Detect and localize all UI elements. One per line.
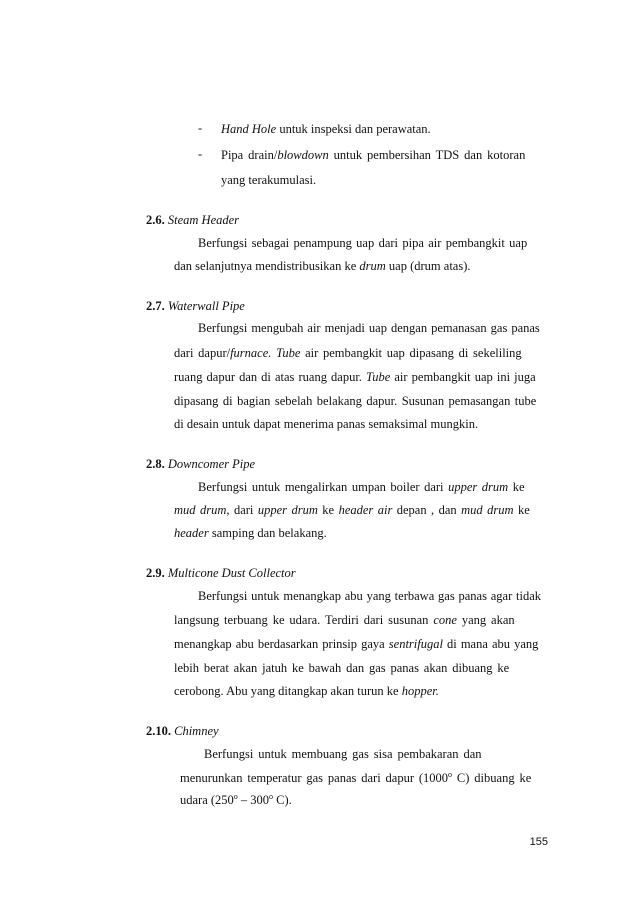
text-run: Berfungsi untuk membuang gas sisa pembakaran dan bbox=[204, 747, 482, 761]
italic-term: upper drum bbox=[448, 480, 509, 494]
bullet-dash: - bbox=[198, 121, 203, 135]
paragraph-line bbox=[174, 416, 478, 432]
italic-term: cone bbox=[433, 613, 457, 627]
paragraph-line bbox=[174, 369, 547, 385]
paragraph-line bbox=[198, 479, 547, 495]
italic-term: blowdown bbox=[277, 148, 329, 162]
text-run: lebih berat akan jatuh ke bawah dan gas panas akan dibuang ke bbox=[174, 661, 510, 675]
section-number: 2.7. bbox=[146, 299, 165, 313]
section-title: Steam Header bbox=[167, 213, 240, 227]
text-run: Berfungsi mengubah air menjadi uap dengan pemanasan gas panas bbox=[198, 321, 540, 335]
section-heading bbox=[146, 723, 219, 739]
text-run: air pembangkit uap dipasang di sekeliling bbox=[300, 346, 522, 360]
text-run: dari dapur/ bbox=[174, 346, 231, 360]
text-run: ke bbox=[508, 480, 525, 494]
section-number: 2.10. bbox=[146, 724, 171, 738]
italic-term: hopper. bbox=[401, 684, 439, 698]
italic-term: header air bbox=[338, 503, 393, 517]
text-run: ke bbox=[513, 503, 530, 517]
text-run: C). bbox=[273, 793, 292, 807]
text-run: menangkap abu berdasarkan prinsip gaya bbox=[174, 637, 389, 651]
text-run: yang terakumulasi. bbox=[221, 173, 317, 187]
text-run: ruang dapur dan di atas ruang dapur. bbox=[174, 370, 366, 384]
text-run: di desain untuk dapat menerima panas semaksimal mungkin. bbox=[174, 417, 479, 431]
section-number: 2.8. bbox=[146, 457, 165, 471]
section-heading bbox=[146, 565, 296, 581]
paragraph-line bbox=[198, 588, 547, 604]
section-heading bbox=[146, 456, 255, 472]
text-run: cerobong. Abu yang ditangkap akan turun ke bbox=[174, 684, 402, 698]
text-run: samping dan belakang. bbox=[208, 526, 327, 540]
text-run: Pipa drain/ bbox=[221, 148, 278, 162]
section-title: Waterwall Pipe bbox=[167, 299, 245, 313]
section-title: Downcomer Pipe bbox=[167, 457, 256, 471]
text-run: C) dibuang ke bbox=[452, 771, 532, 785]
italic-term: mud drum bbox=[174, 503, 227, 517]
text-run: di mana abu yang bbox=[442, 637, 539, 651]
paragraph-line bbox=[174, 683, 439, 699]
section-title: Multicone Dust Collector bbox=[167, 566, 296, 580]
italic-term: mud drum bbox=[461, 503, 514, 517]
paragraph-line bbox=[180, 792, 292, 808]
superscript-degree: o bbox=[448, 770, 453, 779]
paragraph-line bbox=[174, 660, 547, 676]
text-run: uap (drum atas). bbox=[385, 259, 471, 273]
text-run: – 300 bbox=[237, 793, 270, 807]
paragraph-line bbox=[174, 636, 547, 652]
italic-term: Hand Hole bbox=[221, 122, 277, 136]
italic-term: header bbox=[174, 526, 209, 540]
text-run: untuk inspeksi dan perawatan. bbox=[276, 122, 431, 136]
italic-term: Tube bbox=[366, 370, 391, 384]
text-run: Berfungsi sebagai penampung uap dari pipa air pembangkit uap bbox=[198, 236, 528, 250]
text-run: air pembangkit uap ini juga bbox=[390, 370, 536, 384]
paragraph-line bbox=[174, 612, 547, 628]
italic-term: sentrifugal bbox=[388, 637, 443, 651]
paragraph-line bbox=[204, 746, 547, 762]
bullet-text bbox=[221, 121, 431, 137]
section-number: 2.6. bbox=[146, 213, 165, 227]
text-run: langsung terbuang ke udara. Terdiri dari susunan bbox=[174, 613, 434, 627]
bullet-dash: - bbox=[198, 147, 203, 161]
text-run: menurunkan temperatur gas panas dari dapur (1000 bbox=[180, 771, 449, 785]
paragraph-line bbox=[174, 502, 547, 518]
section-title: Chimney bbox=[174, 724, 219, 738]
text-run: ke bbox=[317, 503, 339, 517]
text-run: yang akan bbox=[456, 613, 515, 627]
text-run: depan , dan bbox=[392, 503, 462, 517]
bullet-text bbox=[221, 172, 316, 188]
paragraph-line bbox=[180, 770, 547, 786]
superscript-degree: o bbox=[233, 792, 238, 801]
paragraph-line bbox=[174, 525, 327, 541]
section-heading bbox=[146, 298, 245, 314]
superscript-degree: o bbox=[269, 792, 274, 801]
italic-term: upper drum bbox=[257, 503, 318, 517]
text-run: Berfungsi untuk mengalirkan umpan boiler dari bbox=[198, 480, 449, 494]
section-number: 2.9. bbox=[146, 566, 165, 580]
italic-term: drum bbox=[359, 259, 386, 273]
italic-term: furnace. Tube bbox=[230, 346, 301, 360]
text-run: dipasang di bagian sebelah belakang dapur. Susunan pemasangan tube bbox=[174, 394, 537, 408]
text-run: udara (250 bbox=[180, 793, 234, 807]
paragraph-line bbox=[198, 235, 547, 251]
page-number: 155 bbox=[529, 836, 548, 848]
text-run: , dari bbox=[226, 503, 258, 517]
text-run: dan selanjutnya mendistribusikan ke bbox=[174, 259, 360, 273]
bullet-text bbox=[221, 147, 547, 163]
text-run: Berfungsi untuk menangkap abu yang terbawa gas panas agar tidak bbox=[198, 589, 542, 603]
paragraph-line bbox=[174, 345, 547, 361]
paragraph-line bbox=[174, 393, 547, 409]
text-run: untuk pembersihan TDS dan kotoran bbox=[328, 148, 526, 162]
paragraph-line bbox=[198, 320, 547, 336]
section-heading bbox=[146, 212, 239, 228]
paragraph-line bbox=[174, 258, 471, 274]
